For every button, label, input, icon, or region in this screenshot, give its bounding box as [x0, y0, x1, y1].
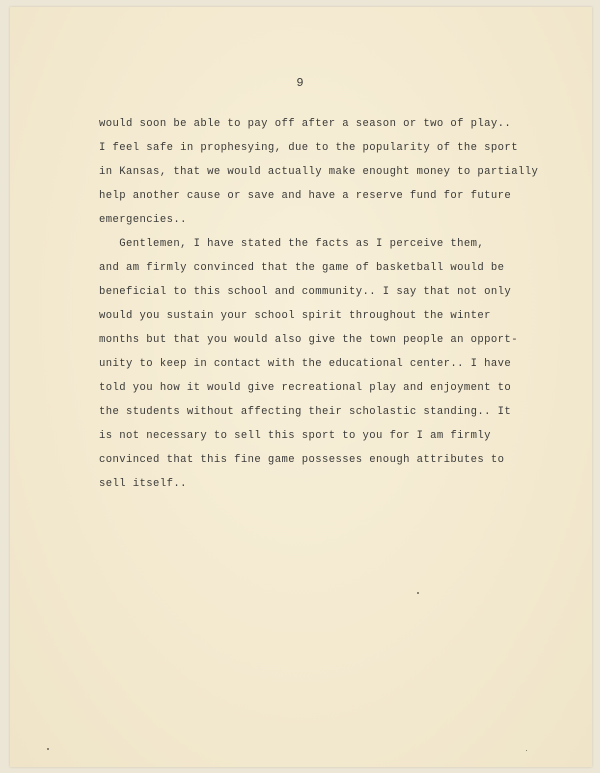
text-line: would you sustain your school spirit throughout the winter [99, 310, 491, 322]
text-line: months but that you would also give the town people an opport- [99, 334, 518, 346]
text-line: and am firmly convinced that the game of basketball would be [99, 262, 505, 274]
paper-speck [47, 748, 49, 750]
text-line: sell itself.. [99, 478, 187, 490]
text-line: the students without affecting their scholastic standing.. It [99, 406, 512, 418]
text-line: is not necessary to sell this sport to you for I am firmly [99, 430, 491, 442]
text-line: in Kansas, that we would actually make enought money to partially [99, 166, 539, 178]
text-line: help another cause or save and have a reserve fund for future [99, 190, 512, 202]
paper-speck [417, 592, 419, 594]
paper-speck [526, 750, 527, 751]
text-line: Gentlemen, I have stated the facts as I perceive them, [99, 238, 485, 250]
text-line: beneficial to this school and community.. I say that not only [99, 286, 512, 298]
text-line: unity to keep in contact with the educational center.. I have [99, 358, 512, 370]
text-line: would soon be able to pay off after a season or two of play.. [99, 118, 512, 130]
text-line: convinced that this fine game possesses enough attributes to [99, 454, 505, 466]
text-line: emergencies.. [99, 214, 187, 226]
text-line: told you how it would give recreational play and enjoyment to [99, 382, 512, 394]
page-number: 9 [296, 76, 304, 90]
text-line: I feel safe in prophesying, due to the popularity of the sport [99, 142, 518, 154]
